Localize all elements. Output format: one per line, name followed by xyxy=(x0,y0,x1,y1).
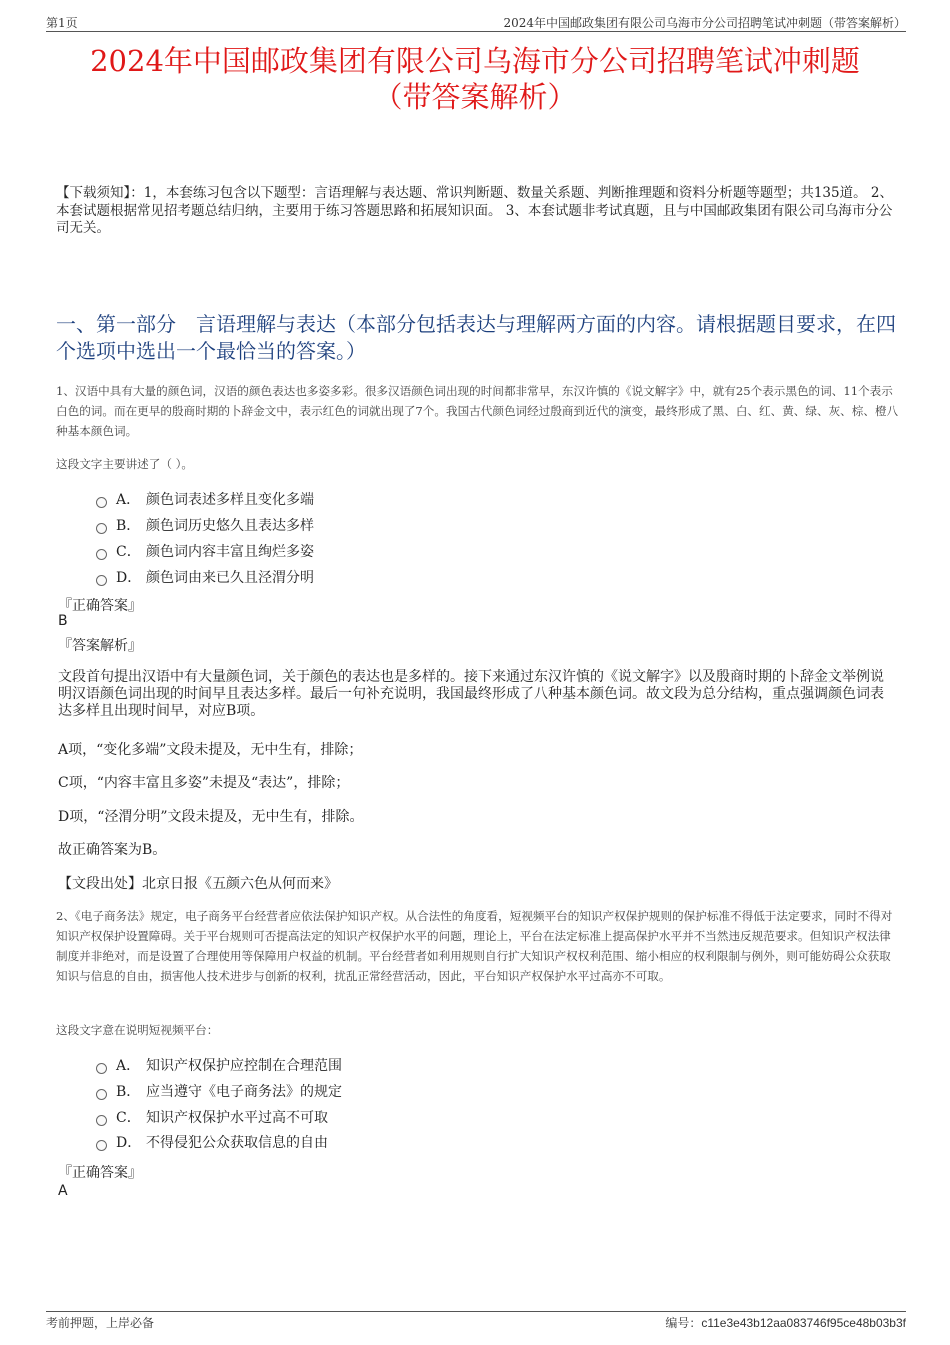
page-number: 第1页 xyxy=(46,16,78,30)
option-label: B． xyxy=(116,1084,141,1100)
footer-code: c11e3e43b12aa083746f95ce48b03b3f xyxy=(701,1316,906,1330)
q1-answer-tag: 『正确答案』 xyxy=(58,598,142,614)
document-subtitle: （带答案解析） xyxy=(373,80,577,114)
q1-analysis: 文段首句提出汉语中有大量颜色词，关于颜色的表达也是多样的。接下来通过东汉许慎的《说文解字》以及殷商时期的卜辞金文举例说明汉语颜色词出现的时间早且表达多样。最后一句补充说明，我国最终形成了八种基本颜色词。故文段为总分结构，重点强调颜色词表达多样且出现时间早，对应B项。 xyxy=(58,669,884,719)
q1-analysis-c: C项，“内容丰富且多姿”未提及“表达”，排除； xyxy=(58,775,350,791)
q1-option-a[interactable] xyxy=(96,490,314,510)
q2-option-a[interactable] xyxy=(96,1056,342,1076)
header-divider xyxy=(46,31,906,32)
q1-source: 【文段出处】北京日报《五颜六色从何而来》 xyxy=(58,876,338,892)
option-text: 应当遵守《电子商务法》的规定 xyxy=(146,1084,342,1100)
radio-icon[interactable] xyxy=(96,1089,107,1100)
option-label: C． xyxy=(116,1110,141,1126)
option-label: B． xyxy=(116,518,141,534)
option-label: A． xyxy=(116,492,141,508)
option-text: 知识产权保护水平过高不可取 xyxy=(146,1110,328,1126)
q1-option-d[interactable] xyxy=(96,568,314,588)
q1-analysis-tag: 『答案解析』 xyxy=(58,638,142,654)
section-heading: 一、第一部分 言语理解与表达（本部分包括表达与理解两方面的内容。请根据题目要求，在四个选项中选出一个最恰当的答案。） xyxy=(56,312,896,363)
radio-icon[interactable] xyxy=(96,497,107,508)
q1-answer: B xyxy=(58,613,68,629)
radio-icon[interactable] xyxy=(96,523,107,534)
option-text: 颜色词由来已久且泾渭分明 xyxy=(146,570,314,586)
q2-option-d[interactable] xyxy=(96,1133,328,1153)
q2-answer: A xyxy=(58,1183,68,1199)
running-title: 2024年中国邮政集团有限公司乌海市分公司招聘笔试冲刺题（带答案解析） xyxy=(503,16,906,30)
option-label: C． xyxy=(116,544,141,560)
q1-conclusion: 故正确答案为B。 xyxy=(58,842,167,858)
question-1-text: 1、汉语中具有大量的颜色词，汉语的颜色表达也多姿多彩。很多汉语颜色词出现的时间都非常早，东汉许慎的《说文解字》中，就有25个表示黑色的词、11个表示白色的词。而在更早的殷商时期的卜辞金文中，表示红色的词就出现了7个。我国古代颜色词经过殷商到近代的演变，最终形成了黑、白、红、黄、绿、灰、棕、橙八种基本颜色词。 xyxy=(56,384,899,438)
option-label: D． xyxy=(116,570,142,586)
q1-analysis-d: D项，“泾渭分明”文段未提及，无中生有，排除。 xyxy=(58,809,364,825)
footer-slogan: 考前押题，上岸必备 xyxy=(46,1316,155,1330)
option-text: 颜色词历史悠久且表达多样 xyxy=(146,518,314,534)
question-2-stem: 这段文字意在说明短视频平台： xyxy=(56,1023,219,1037)
download-notice: 【下载须知】：1，本套练习包含以下题型：言语理解与表达题、常识判断题、数量关系题、判断推理题和资料分析题等题型；共135道。 2、本套试题根据常见招考题总结归纳，主要用于练习答题思路和拓展知识面。 3、本套试题非考试真题，且与中国邮政集团有限公司乌海市分公司无关。 xyxy=(56,185,893,236)
radio-icon[interactable] xyxy=(96,1063,107,1074)
q2-answer-tag: 『正确答案』 xyxy=(58,1165,142,1181)
option-label: D． xyxy=(116,1135,142,1151)
q1-option-c[interactable] xyxy=(96,542,314,562)
option-text: 不得侵犯公众获取信息的自由 xyxy=(146,1135,328,1151)
footer-divider xyxy=(46,1311,906,1312)
radio-icon[interactable] xyxy=(96,1140,107,1151)
q1-option-b[interactable] xyxy=(96,516,314,536)
option-label: A． xyxy=(116,1058,141,1074)
footer-code-label: 编号： xyxy=(665,1316,702,1330)
q2-option-c[interactable] xyxy=(96,1108,328,1128)
option-text: 颜色词表述多样且变化多端 xyxy=(146,492,314,508)
question-2-text: 2、《电子商务法》规定，电子商务平台经营者应依法保护知识产权。从合法性的角度看，短视频平台的知识产权保护规则的保护标准不得低于法定要求，同时不得对知识产权保护设置障碍。关于平台规则可否提高法定的知识产权保护水平的问题，理论上，平台在法定标准上提高保护水平并不当然违反规范要求。但知识产权法律制度并非绝对，而是设置了合理使用等保障用户权益的机制。平台经营者如利用规则自行扩大知识产权权利范围、缩小相应的权利限制与例外，则可能妨碍公众获取知识与信息的自由，损害他人技术进步与创新的权利，扰乱正常经营活动，因此，平台知识产权保护水平过高亦不可取。 xyxy=(56,909,893,983)
option-text: 颜色词内容丰富且绚烂多姿 xyxy=(146,544,314,560)
q2-option-b[interactable] xyxy=(96,1082,342,1102)
document-title: 2024年中国邮政集团有限公司乌海市分公司招聘笔试冲刺题 xyxy=(90,44,860,78)
radio-icon[interactable] xyxy=(96,1115,107,1126)
option-text: 知识产权保护应控制在合理范围 xyxy=(146,1058,342,1074)
q1-analysis-a: A项，“变化多端”文段未提及，无中生有，排除； xyxy=(58,742,363,758)
radio-icon[interactable] xyxy=(96,575,107,586)
question-1-stem: 这段文字主要讲述了（ ）。 xyxy=(56,457,194,471)
radio-icon[interactable] xyxy=(96,549,107,560)
